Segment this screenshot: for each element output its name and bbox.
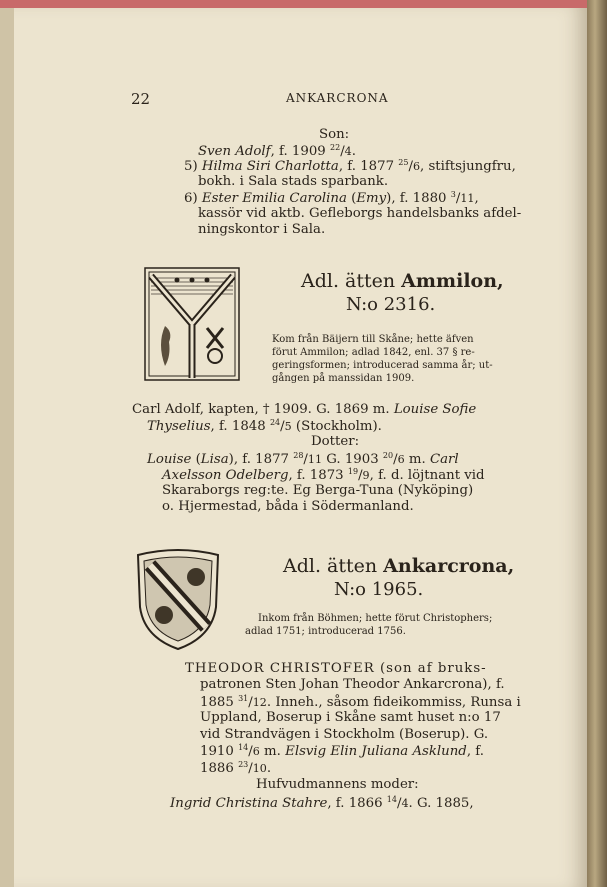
book-spine [587,0,607,887]
ammilon-line-4: Louise (Lisa), f. 1877 $^{28}$/11 G. 1903 $^{20}$/6 m. Carl [147,451,459,467]
child-5: 5) Hilma Siri Charlotta, f. 1877 $^{25}$/6, stiftsjungfru, [184,158,516,174]
ammilon-line-6: Skaraborgs reg:te. Eg Berga-Tuna (Nyköping) [162,483,474,498]
ankarcrona-note-1: Inkom från Böhmen; hette förut Christophers; [258,613,493,624]
ammilon-line-7: o. Hjermestad, båda i Södermanland. [162,499,414,514]
ammilon-note-2: förut Ammilon; adlad 1842, enl. 37 § re- [272,347,475,358]
son-label: Son: [319,127,350,142]
ammilon-dotter-label: Dotter: [311,434,360,449]
child-6-c: ningskontor i Sala. [198,222,326,237]
page-number: 22 [131,90,151,108]
ammilon-line-1: Carl Adolf, kapten, † 1909. G. 1869 m. Louise Sofie [132,402,477,417]
ammilon-note-4: gången på manssidan 1909. [272,373,415,384]
ammilon-line-2: Thyselius, f. 1848 $^{24}$/5 (Stockholm). [147,418,382,434]
ammilon-note-3: geringsformen; introducerad samma år; ut- [272,360,493,371]
ammilon-note-1: Kom från Bäijern till Skåne; hette äfven [272,334,474,345]
ankarcrona-line-4: Uppland, Boserup i Skåne samt huset n:o 17 [200,710,501,725]
ankarcrona-line-2: patronen Sten Johan Theodor Ankarcrona), f. [200,677,505,692]
ankarcrona-title: Adl. ätten Ankarcrona, [283,555,515,577]
son-line: Sven Adolf, f. 1909 $^{22}$/4. [198,143,356,159]
ankarcrona-moder-label: Hufvudmannens moder: [256,777,419,792]
child-6: 6) Ester Emilia Carolina (Emy), f. 1880 $^3$/11, [184,190,479,206]
ankarcrona-line-3: 1885 $^{31}$/12. Inneh., såsom fideikommiss, Runsa i [200,694,521,710]
ammilon-title: Adl. ätten Ammilon, [301,270,504,292]
ankarcrona-line-5: vid Strandvägen i Stockholm (Boserup). G. [200,727,489,742]
ammilon-coat-of-arms-icon [143,266,241,384]
page-edge-red [0,0,607,8]
ammilon-number: N:o 2316. [346,294,436,315]
ankarcrona-number: N:o 1965. [334,579,424,600]
ammilon-line-5: Axelsson Odelberg, f. 1873 $^{19}$/9, f. d. löjtnant vid [162,467,485,483]
ankarcrona-line-9: Ingrid Christina Stahre, f. 1866 $^{14}$/4. G. 1885, [170,795,474,811]
ankarcrona-line-6: 1910 $^{14}$/6 m. Elsvig Elin Juliana Asklund, f. [200,743,484,759]
ankarcrona-note-2: adlad 1751; introducerad 1756. [245,626,406,637]
child-6-b: kassör vid aktb. Gefleborgs handelsbanks afdel- [198,206,522,221]
ankarcrona-line-1: THEODOR CHRISTOFER (son af bruks- [185,661,487,676]
running-title: ANKARCRONA [286,91,389,105]
ankarcrona-coat-of-arms-icon [134,547,222,651]
child-5-b: bokh. i Sala stads sparbank. [198,174,389,189]
ankarcrona-line-7: 1886 $^{23}$/10. [200,760,272,776]
